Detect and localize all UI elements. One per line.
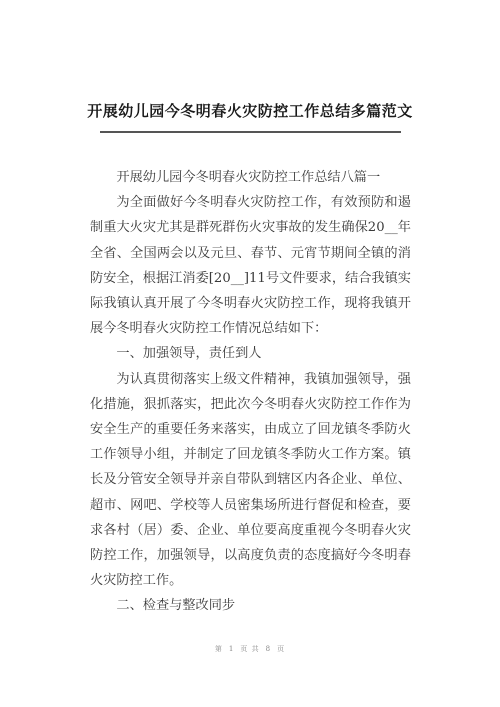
body-paragraph: 为认真贯彻落实上级文件精神，我镇加强领导，强化措施，狠抓落实，把此次今冬明春火灾防控工作作为安全生产的重要任务来落实，由成立了回龙镇冬季防火工作领导小组，并制定了回龙镇冬季防火工作方案。镇长及分管安全领导并亲自带队到辖区内各企业、单位、超市、网吧、学校等人员密集场所进行督促和检查，要求各村（居）委、企业、单位要高度重视今冬明春火灾防控工作，加强领导，以高度负责的态度搞好今冬明春火灾防控工作。 <box>90 371 411 589</box>
document-body <box>90 165 411 619</box>
footer-suffix: 页 <box>277 645 286 653</box>
section-heading: 开展幼儿园今冬明春火灾防控工作总结八篇一 <box>116 170 381 185</box>
page-title: 开展幼儿园今冬明春火灾防控工作总结多篇范文 <box>87 102 413 120</box>
footer-middle: 页 共 <box>240 645 260 653</box>
section-heading: 一、加强领导，责任到人 <box>116 346 262 362</box>
footer-page-number: 1 <box>228 645 235 653</box>
title-divider <box>100 131 401 133</box>
footer-prefix: 第 <box>214 645 223 653</box>
page-footer <box>0 644 500 654</box>
section-heading: 二、检查与整改同步 <box>116 598 236 614</box>
footer-total-pages: 8 <box>265 645 272 653</box>
body-paragraph: 为全面做好今冬明春火灾防控工作，有效预防和遏制重大火灾尤其是群死群伤火灾事故的发生确保20__年全省、全国两会以及元旦、春节、元宵节期间全镇的消防安全，根据江消委[20__]11号文件要求，结合我镇实际我镇认真开展了今冬明春火灾防控工作，现将我镇开展今冬明春火灾防控工作情况总结如下： <box>90 195 411 337</box>
